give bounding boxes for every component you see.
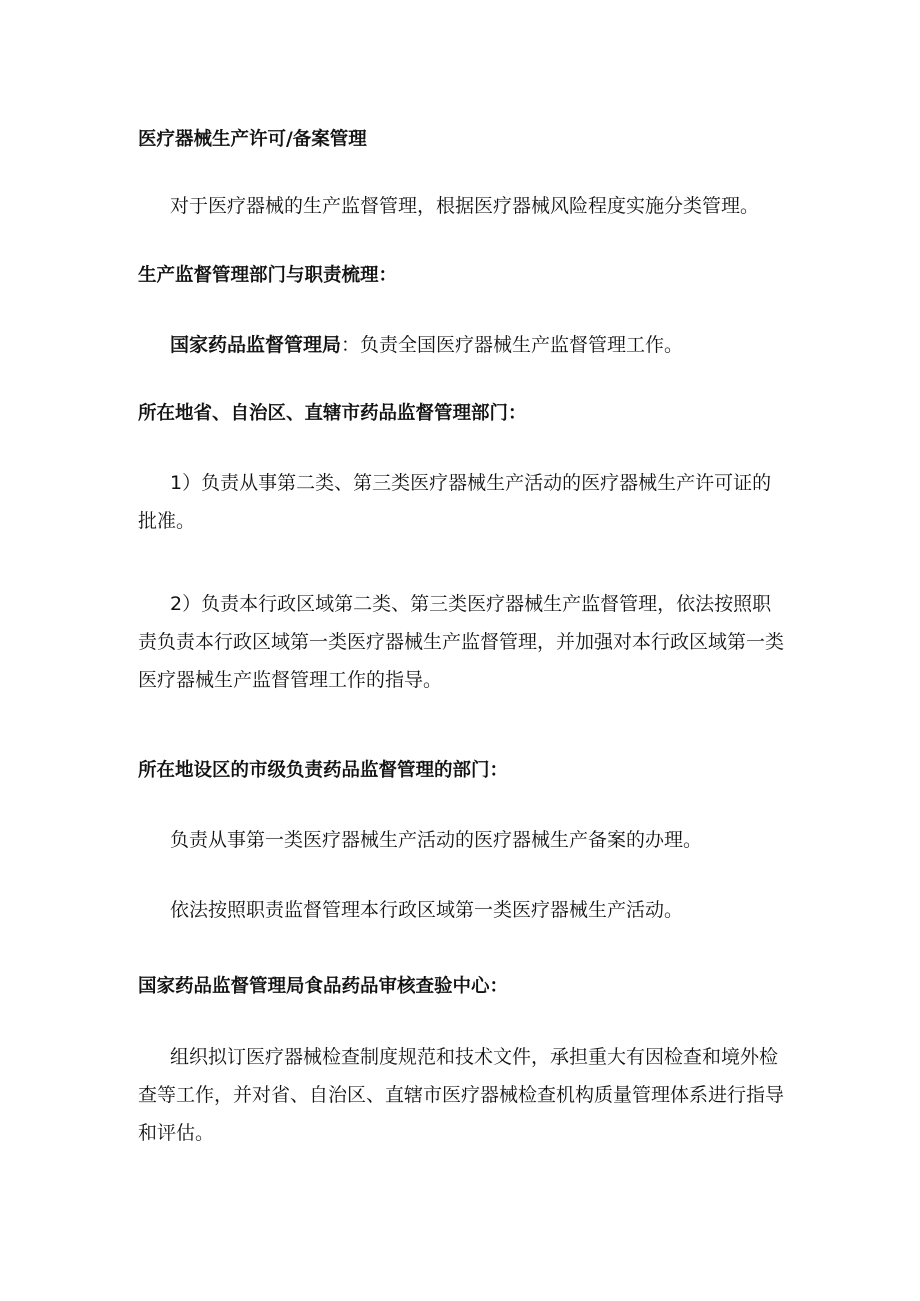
section-heading-center: 国家药品监督管理局食品药品审核查验中心： [138, 976, 509, 997]
nmpa-text: ：负责全国医疗器械生产监督管理工作。 [341, 334, 684, 356]
city-item-1: 负责从事第一类医疗器械生产活动的医疗器械生产备案的办理。 [170, 829, 703, 851]
center-paragraph: 组织拟订医疗器械检查制度规范和技术文件，承担重大有因检查和境外检查等工作，并对省、自治区、直辖市医疗器械检查机构质量管理体系进行指导和评估。 [138, 1046, 785, 1144]
city-item-2: 依法按照职责监督管理本行政区域第一类医疗器械生产活动。 [170, 899, 684, 921]
intro-paragraph: 对于医疗器械的生产监督管理，根据医疗器械风险程度实施分类管理。 [170, 195, 760, 217]
provincial-item-1: 1）负责从事第二类、第三类医疗器械生产活动的医疗器械生产许可证的批准。 [138, 472, 772, 532]
nmpa-paragraph [138, 326, 788, 364]
section-heading-departments: 生产监督管理部门与职责梳理： [138, 265, 398, 286]
provincial-item-2: 2）负责本行政区域第二类、第三类医疗器械生产监督管理，依法按照职责负责本行政区域第一类医疗器械生产监督管理，并加强对本行政区域第一类医疗器械生产监督管理工作的指导。 [138, 593, 785, 691]
nmpa-label: 国家药品监督管理局 [170, 334, 342, 356]
document-title: 医疗器械生产许可/备案管理 [138, 129, 367, 150]
section-heading-provincial: 所在地省、自治区、直辖市药品监督管理部门： [138, 403, 527, 424]
section-heading-city: 所在地设区的市级负责药品监督管理的部门： [138, 760, 509, 781]
